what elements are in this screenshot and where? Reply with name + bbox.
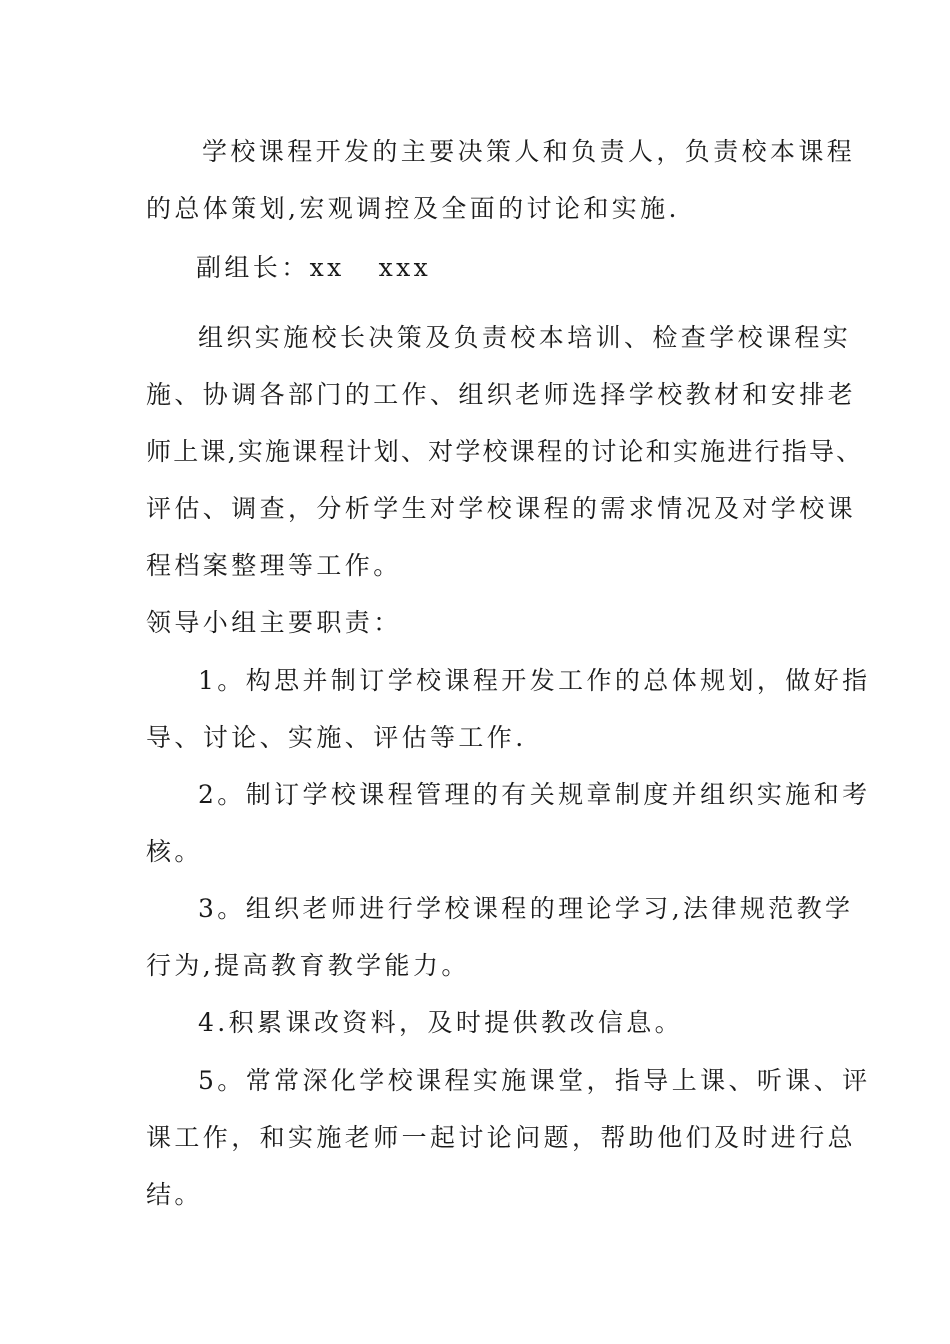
- text-line: 核。: [146, 837, 203, 866]
- text-line: 组织实施校长决策及负责校本培训、检查学校课程实: [198, 323, 852, 352]
- text-line: 行为,提高教育教学能力。: [146, 951, 470, 980]
- text-line: 学校课程开发的主要决策人和负责人，负责校本课程: [202, 137, 856, 166]
- list-item: 3。组织老师进行学校课程的理论学习,法律规范教学: [198, 894, 854, 923]
- list-item: 5。常常深化学校课程实施课堂，指导上课、听课、评: [198, 1066, 871, 1095]
- list-item: 4.积累课改资料，及时提供教改信息。: [198, 1008, 684, 1037]
- section-heading: 领导小组主要职责：: [146, 608, 402, 637]
- text-line: 的总体策划,宏观调控及全面的讨论和实施.: [146, 194, 680, 223]
- text-line: 结。: [146, 1180, 203, 1209]
- list-item: 1。构思并制订学校课程开发工作的总体规划，做好指: [198, 666, 871, 695]
- text-line: 程档案整理等工作。: [146, 551, 402, 580]
- text-line: 副组长：xx xxx: [196, 253, 432, 282]
- text-line: 课工作，和实施老师一起讨论问题，帮助他们及时进行总: [146, 1123, 857, 1152]
- text-line: 施、协调各部门的工作、组织老师选择学校教材和安排老: [146, 380, 857, 409]
- text-line: 师上课,实施课程计划、对学校课程的讨论和实施进行指导、: [146, 437, 864, 466]
- text-line: 导、讨论、实施、评估等工作.: [146, 723, 527, 752]
- list-item: 2。制订学校课程管理的有关规章制度并组织实施和考: [198, 780, 871, 809]
- text-line: 评估、调查，分析学生对学校课程的需求情况及对学校课: [146, 494, 857, 523]
